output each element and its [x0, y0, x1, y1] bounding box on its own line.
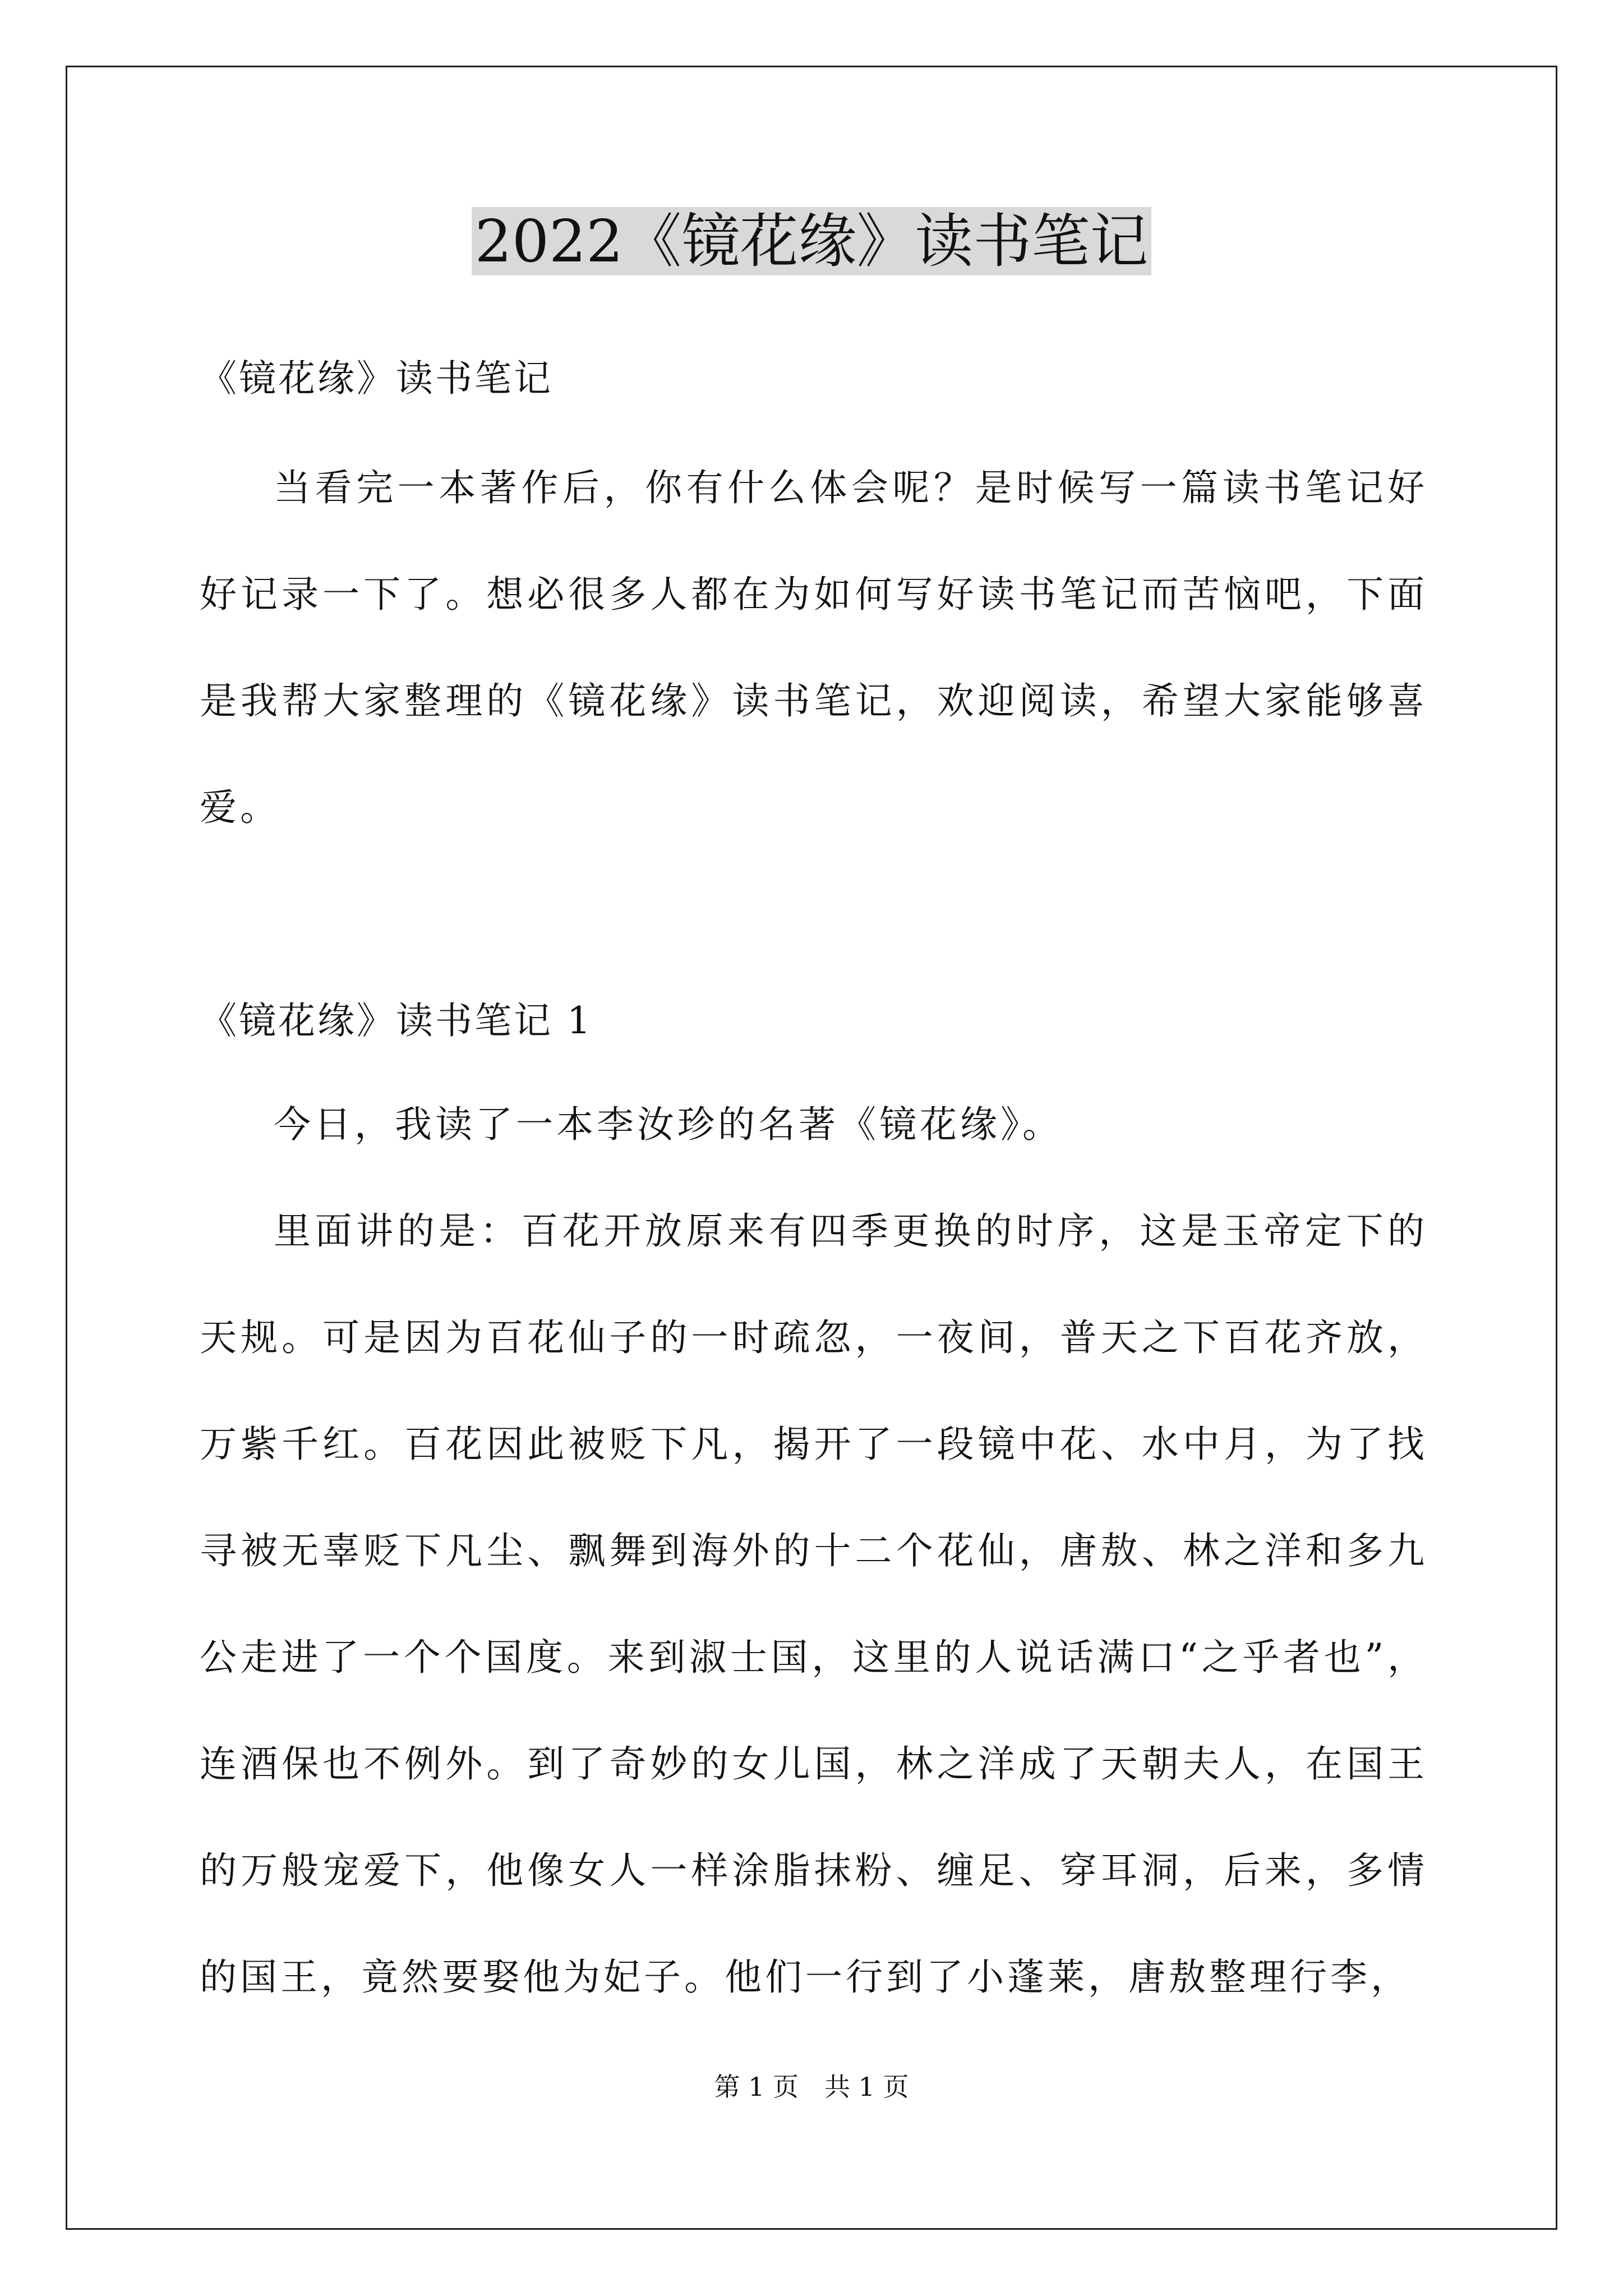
page-number: 第 1 页 — [714, 2072, 799, 2102]
page-footer — [0, 2070, 1623, 2104]
intro-paragraph-block — [200, 435, 1428, 861]
section-body — [200, 1071, 1428, 2031]
section-paragraph: 里面讲的是：百花开放原来有四季更换的时序，这是玉帝定下的天规。可是因为百花仙子的一时疏忽，一夜间，普天之下百花齐放，万紫千红。百花因此被贬下凡，揭开了一段镜中花、水中月，为了找寻被无辜贬下凡尘、飘舞到海外的十二个花仙，唐敖、林之洋和多九公走进了一个个国度。来到淑士国，这里的人说话满口“之乎者也”，连酒保也不例外。到了奇妙的女儿国，林之洋成了天朝夫人，在国王的万般宠爱下，他像女人一样涂脂抹粉、缠足、穿耳洞，后来，多情的国王，竟然要娶他为妃子。他们一行到了小蓬莱，唐敖整理行李， — [200, 1209, 1428, 1999]
section-paragraph: 今日，我读了一本李汝珍的名著《镜花缘》。 — [274, 1103, 1063, 1146]
page-total: 共 1 页 — [824, 2072, 909, 2102]
document-title — [0, 202, 1623, 280]
document-title-text: 2022《镜花缘》读书笔记 — [472, 207, 1152, 275]
intro-paragraph: 当看完一本著作后，你有什么体会呢？是时候写一篇读书笔记好好记录一下了。想必很多人都在为如何写好读书笔记而苦恼吧，下面是我帮大家整理的《镜花缘》读书笔记，欢迎阅读，希望大家能够喜爱。 — [200, 466, 1428, 829]
document-subtitle: 《镜花缘》读书笔记 — [200, 357, 553, 400]
section-heading: 《镜花缘》读书笔记 1 — [200, 999, 593, 1042]
